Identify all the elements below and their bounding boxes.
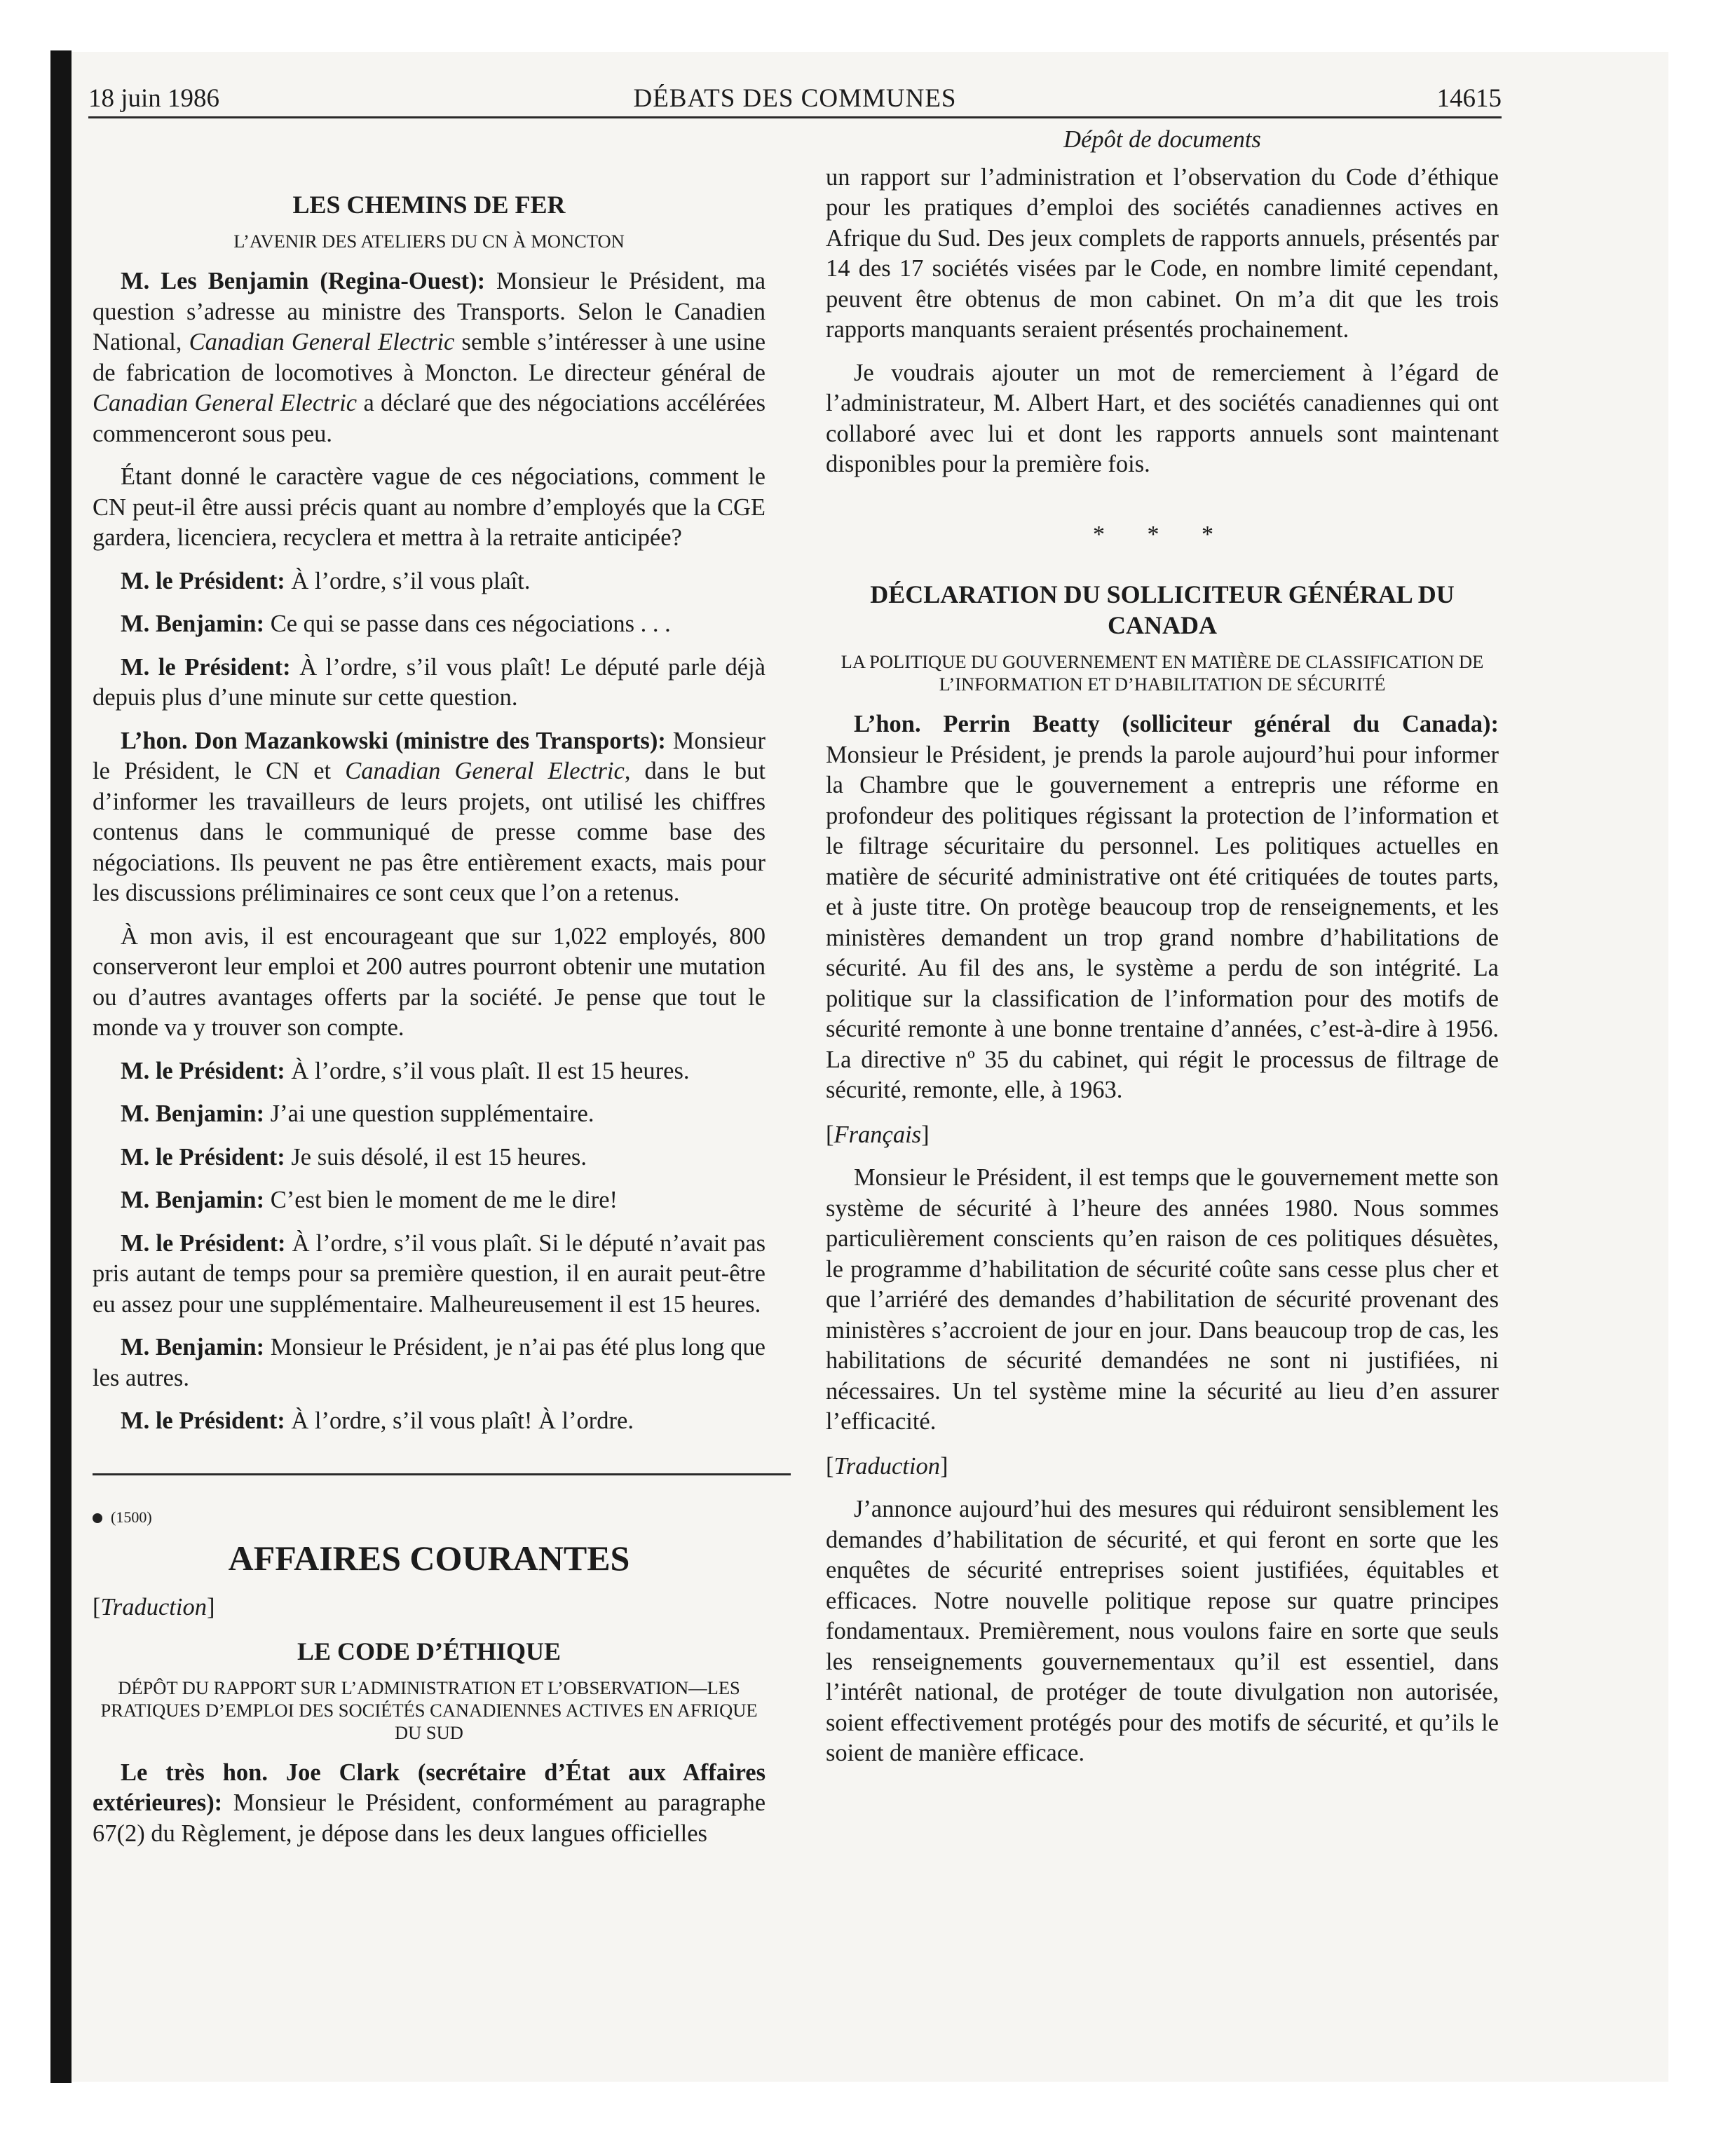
subheading-security-policy: LA POLITIQUE DU GOUVERNEMENT EN MATIÈRE DE CLASSIFICATION DE L’INFORMATION ET D’HABILITATION DE SÉCURITÉ bbox=[841, 651, 1484, 695]
language-note: [Français] bbox=[826, 1121, 930, 1148]
section-heading-railways: LES CHEMINS DE FER bbox=[292, 191, 566, 219]
language-note: [Traduction] bbox=[93, 1594, 215, 1621]
speech-president-3: M. le Président: À l’ordre, s’il vous plaît. Il est 15 heures. bbox=[121, 1057, 690, 1084]
bullet-dot-icon bbox=[93, 1513, 102, 1523]
speech-president-5: M. le Président: À l’ordre, s’il vous plaît. Si le député n’avait pas pris autant de temps pour sa première question, il en aurait peut-être eu assez pour une supplémentaire. Malheureusement il est 15 heures. bbox=[93, 1229, 766, 1318]
column-running-head: Dépôt de documents bbox=[1063, 126, 1261, 153]
speech-beatty-1: L’hon. Perrin Beatty (solliciteur général du Canada): Monsieur le Président, je prends la parole aujourd’hui pour informer la Chambre que le gouvernement a entrepris une réforme en profondeur des politiques régissant la protection de l’information et le filtrage sécuritaire du personnel. Les politiques actuelles en matière de sécurité administrative ont été critiquées de toutes parts, et à juste titre. On protège beaucoup trop de renseignements, et les ministères demandent un trop grand nombre d’habilitations de sécurité. Au fil des ans, le système a perdu de son intégrité. La politique sur la classification de l’information pour des motifs de sécurité remonte à une bonne trentaine d’années, c’est-à-dire à 1956. La directive nº 35 du cabinet, qui régit le processus de filtrage de sécurité, remonte, elle, à 1963. bbox=[826, 711, 1499, 1103]
speaker-name: M. Benjamin: bbox=[121, 1334, 265, 1360]
speech-benjamin-1: M. Les Benjamin (Regina-Ouest): Monsieur le Président, ma question s’adresse au ministre des Transports. Selon le Canadien National, Canadian General Electric semble s’intéresser à une usine de fabrication de locomotives à Moncton. Le directeur général de Canadian General Electric a déclaré que des négociations accélérées commenceront sous peu. bbox=[93, 268, 766, 447]
language-note: [Traduction] bbox=[826, 1452, 948, 1480]
speaker-name: M. le Président: bbox=[121, 1229, 286, 1257]
speech-benjamin-4: M. Benjamin: J’ai une question supplémentaire. bbox=[121, 1100, 594, 1127]
section-heading-routine-business: AFFAIRES COURANTES bbox=[228, 1538, 630, 1578]
right-column bbox=[826, 125, 1499, 1782]
speech-benjamin-5: M. Benjamin: C’est bien le moment de me le dire! bbox=[121, 1187, 618, 1213]
speech-president-6: M. le Président: À l’ordre, s’il vous plaît! À l’ordre. bbox=[121, 1407, 634, 1434]
speaker-name: M. Les Benjamin (Regina-Ouest): bbox=[121, 268, 486, 294]
speech-president-1: M. le Président: À l’ordre, s’il vous plaît. bbox=[121, 567, 531, 594]
speech-beatty-3: J’annonce aujourd’hui des mesures qui réduiront sensiblement les demandes d’habilitation de sécurité, et qui feront en sorte que les enquêtes de sécurité entreprises soient justifiées, équitables et efficaces. Notre nouvelle politique repose sur quatre principes fondamentaux. Premièrement, nous voulons faire en sorte que seuls les renseignements gouvernementaux qu’il est essentiel, dans l’intérêt national, de protéger de toute divulgation non autorisée, soient effectivement protégés pour des motifs de sécurité, et qu’ils le soient de manière efficace. bbox=[826, 1496, 1499, 1766]
running-head bbox=[88, 80, 1502, 118]
speech-clark-2: un rapport sur l’administration et l’observation du Code d’éthique pour les pratiques d’emploi des sociétés canadiennes actives en Afrique du Sud. Des jeux complets de rapports annuels, présentés par 14 des 17 sociétés visées par le Code, en nombre limité cependant, peuvent être obtenus de mon cabinet. On m’a dit que les trois rapports manquants seraient présentés prochainement. bbox=[826, 163, 1499, 343]
left-column bbox=[93, 125, 766, 1862]
speaker-name: M. Benjamin: bbox=[121, 1100, 265, 1127]
speaker-name: M. le Président: bbox=[121, 653, 291, 681]
speech-president-2: M. le Président: À l’ordre, s’il vous plaît! Le député parle déjà depuis plus d’une minute sur cette question. bbox=[93, 653, 766, 711]
speech-president-4: M. le Président: Je suis désolé, il est 15 heures. bbox=[121, 1143, 587, 1171]
section-heading-code-of-ethics: LE CODE D’ÉTHIQUE bbox=[297, 1637, 562, 1665]
speaker-name: L’hon. Don Mazankowski (ministre des Transports): bbox=[121, 727, 666, 754]
speaker-name: M. Benjamin: bbox=[121, 1187, 265, 1213]
speech-mazankowski-1: L’hon. Don Mazankowski (ministre des Transports): Monsieur le Président, le CN et Canadian General Electric, dans le but d’informer les travailleurs de leurs projets, ont utilisé les chiffres contenus dans le communiqué de presse comme base des négociations. Ils peuvent ne pas être entièrement exacts, mais pour les discussions préliminaires ce sont ceux que l’on a retenus. bbox=[93, 727, 766, 906]
speech-mazankowski-2: À mon avis, il est encourageant que sur 1,022 employés, 800 conserveront leur emploi et 200 autres pourront obtenir une mutation ou d’autres avantages offerts par la société. Je pense que tout le monde va y trouver son compte. bbox=[93, 922, 766, 1041]
speech-benjamin-2: Étant donné le caractère vague de ces négociations, comment le CN peut-il être aussi précis quant au nombre d’employés que la CGE gardera, licenciera, recyclera et mettra à la retraite anticipée? bbox=[93, 463, 766, 551]
speaker-name: M. le Président: bbox=[121, 1407, 285, 1434]
subheading-moncton: L’AVENIR DES ATELIERS DU CN À MONCTON bbox=[233, 231, 625, 252]
speaker-name: M. Benjamin: bbox=[121, 610, 265, 637]
section-divider bbox=[93, 1473, 791, 1475]
subheading-report-tabling: DÉPÔT DU RAPPORT SUR L’ADMINISTRATION ET L’OBSERVATION—LES PRATIQUES D’EMPLOI DES SOCIÉTÉS CANADIENNES ACTIVES EN AFRIQUE DU SUD bbox=[100, 1677, 758, 1743]
section-heading-solicitor-general: DÉCLARATION DU SOLLICITEUR GÉNÉRAL DU CANADA bbox=[870, 580, 1455, 639]
speech-clark-1: Le très hon. Joe Clark (secrétaire d’État aux Affaires extérieures): Monsieur le Président, conformément au paragraphe 67(2) du Règlement, je dépose dans les deux langues officielles bbox=[93, 1759, 766, 1847]
page-number: 14615 bbox=[1436, 84, 1502, 113]
speaker-name: Le très hon. Joe Clark (secrétaire d’État aux Affaires extérieures): bbox=[93, 1759, 766, 1816]
speaker-name: M. le Président: bbox=[121, 567, 285, 594]
speaker-name: M. le Président: bbox=[121, 1143, 285, 1171]
speaker-name: M. le Président: bbox=[121, 1057, 285, 1084]
journal-title: DÉBATS DES COMMUNES bbox=[633, 84, 957, 113]
speech-beatty-2: Monsieur le Président, il est temps que le gouvernement mette son système de sécurité à l’heure des années 1980. Nous sommes particulièrement conscients qu’en raison de ces politiques désuètes, le programme d’habilitation de sécurité coûte sans cesse plus cher et que l’arriéré des demandes d’habilitation de sécurité provenant des ministères s’accroient de jour en jour. Dans beaucoup trop de cas, les habilitations de sécurité demandées ne sont ni justifiées, ni nécessaires. Un tel système mine la sécurité au lieu d’en assurer l’efficacité. bbox=[826, 1164, 1499, 1435]
section-separator-stars: * * * bbox=[1093, 521, 1232, 547]
timestamp: (1500) bbox=[93, 1502, 766, 1533]
speech-clark-3: Je voudrais ajouter un mot de remerciement à l’égard de l’administrateur, M. Albert Hart, et des sociétés canadiennes qui ont collaboré avec lui et dont les rapports annuels sont maintenant disponibles pour la première fois. bbox=[826, 359, 1499, 477]
speaker-name: L’hon. Perrin Beatty (solliciteur général du Canada): bbox=[854, 711, 1499, 737]
speech-benjamin-3: M. Benjamin: Ce qui se passe dans ces négociations . . . bbox=[121, 610, 671, 637]
issue-date: 18 juin 1986 bbox=[88, 84, 220, 113]
scan-edge-bar bbox=[50, 50, 72, 2083]
speech-benjamin-6: M. Benjamin: Monsieur le Président, je n’ai pas été plus long que les autres. bbox=[93, 1334, 766, 1391]
